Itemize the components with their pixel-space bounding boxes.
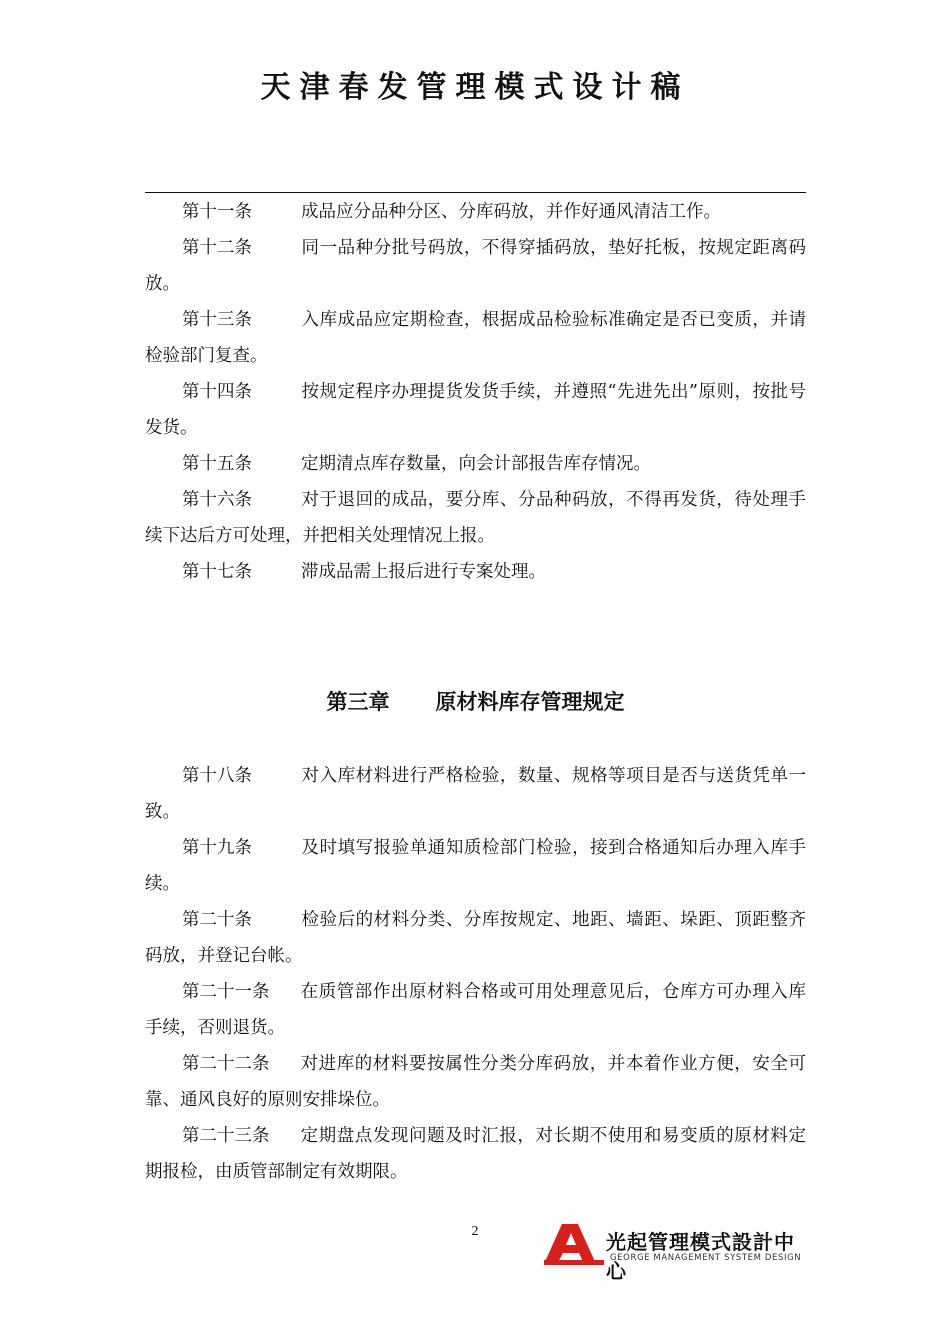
article-text: 在质管部作出原材料合格或可用处理意见后，仓库方可办理入库手续，否则退货。 — [145, 982, 806, 1038]
article-text: 定期盘点发现问题及时汇报，对长期不使用和易变质的原材料定期报检，由质管部制定有效期限。 — [145, 1126, 806, 1182]
document-body — [145, 194, 806, 1182]
page-number: 2 — [471, 1224, 479, 1239]
header-divider — [145, 192, 806, 193]
chapter-number: 第三章 — [326, 690, 390, 714]
chapter-title: 原材料库存管理规定 — [435, 690, 625, 714]
article-text: 定期清点库存数量，向会计部报告库存情况。 — [301, 454, 651, 474]
chapter-heading — [145, 686, 806, 716]
article-20 — [145, 902, 806, 974]
article-text: 成品应分品种分区、分库码放，并作好通风清洁工作。 — [301, 202, 721, 222]
article-12 — [145, 230, 806, 302]
article-text: 滞成品需上报后进行专案处理。 — [301, 562, 546, 582]
article-number: 第十一条 — [182, 202, 252, 222]
article-text: 对入库材料进行严格检验，数量、规格等项目是否与送货凭单一致。 — [145, 766, 806, 822]
article-number: 第十八条 — [182, 766, 252, 786]
article-number: 第十三条 — [182, 310, 252, 330]
article-19 — [145, 830, 806, 902]
article-17 — [145, 554, 806, 590]
article-text: 及时填写报验单通知质检部门检验，接到合格通知后办理入库手续。 — [145, 838, 806, 894]
chapter-three-articles — [145, 758, 806, 1190]
article-text: 按规定程序办理提货发货手续，并遵照“先进先出”原则，按批号发货。 — [145, 382, 806, 438]
article-number: 第二十一条 — [182, 982, 270, 1002]
document-title: 天津春发管理模式设计稿 — [260, 70, 690, 105]
logo-subtitle: GEORGE MANAGEMENT SYSTEM DESIGN — [610, 1253, 802, 1263]
article-13 — [145, 302, 806, 374]
article-text: 同一品种分批号码放，不得穿插码放，垫好托板，按规定距离码放。 — [145, 238, 806, 294]
article-16 — [145, 482, 806, 554]
article-number: 第十五条 — [182, 454, 252, 474]
article-text: 对进库的材料要按属性分类分库码放，并本着作业方便，安全可靠、通风良好的原则安排垛位。 — [145, 1054, 806, 1110]
article-number: 第二十条 — [182, 910, 252, 930]
article-number: 第十九条 — [182, 838, 252, 858]
article-15 — [145, 446, 806, 482]
company-logo — [544, 1220, 810, 1283]
logo-mark-icon — [544, 1222, 604, 1266]
article-number: 第十六条 — [182, 490, 252, 510]
logo-name: 光起管理模式設計中心 — [606, 1230, 795, 1283]
article-text: 入库成品应定期检查，根据成品检验标准确定是否已变质，并请检验部门复查。 — [145, 310, 806, 366]
article-14 — [145, 374, 806, 446]
article-number: 第十七条 — [182, 562, 252, 582]
article-23 — [145, 1118, 806, 1190]
article-number: 第二十二条 — [182, 1054, 270, 1074]
article-22 — [145, 1046, 806, 1118]
article-number: 第十二条 — [182, 238, 252, 258]
article-number: 第二十三条 — [182, 1126, 270, 1146]
article-18 — [145, 758, 806, 830]
article-11 — [145, 194, 806, 230]
article-21 — [145, 974, 806, 1046]
article-text: 检验后的材料分类、分库按规定、地距、墙距、垛距、顶距整齐码放，并登记台帐。 — [145, 910, 806, 966]
article-number: 第十四条 — [182, 382, 252, 402]
article-text: 对于退回的成品，要分库、分品种码放，不得再发货，待处理手续下达后方可处理，并把相关处理情况上报。 — [145, 490, 806, 546]
